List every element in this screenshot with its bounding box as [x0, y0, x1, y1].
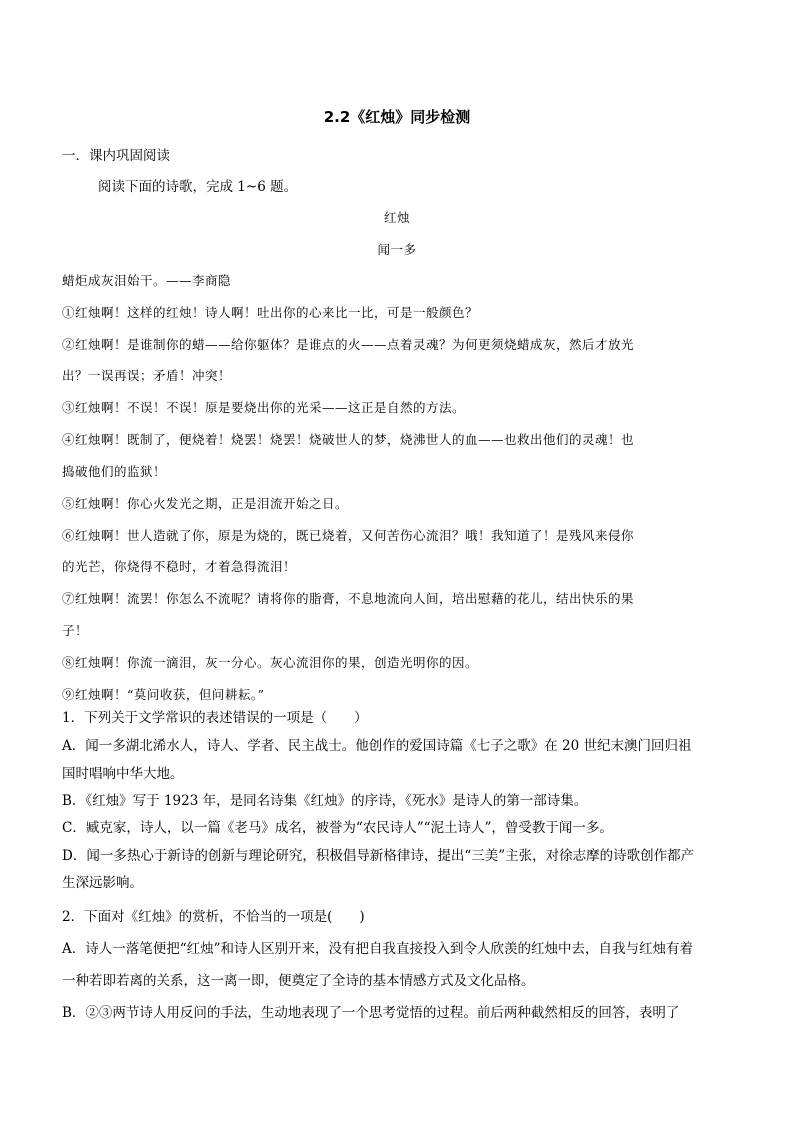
question-option: A．诗人一落笔便把“红烛”和诗人区别开来，没有把自我直接投入到令人欣羡的红烛中去，自我与红烛有着 [62, 941, 694, 957]
poem-title: 红烛 [383, 210, 410, 225]
poem-line: ①红烛啊！这样的红烛！诗人啊！吐出你的心来比一比，可是一般颜色？ [62, 305, 479, 320]
page-title: 2.2《红烛》同步检测 [323, 108, 471, 126]
poem-line: ⑥红烛啊！世人造就了你，原是为烧的，既已烧着，又何苦伤心流泪？哦！我知道了！是残风来侵你 [62, 528, 635, 543]
question-option: 国时唱响中华大地。 [62, 766, 184, 782]
section-heading: 一．课内巩固阅读 [62, 148, 170, 164]
question-option: 一种若即若离的关系，这一离一即，便奠定了全诗的基本情感方式及文化品格。 [62, 973, 535, 989]
poem-line: ③红烛啊！不误！不误！原是要烧出你的光采——这正是自然的方法。 [62, 400, 466, 415]
poem-line: 捣破他们的监狱！ [62, 464, 167, 479]
poem-line: ②红烛啊！是谁制你的蜡——给你躯体？是谁点的火——点着灵魂？为何更须烧蜡成灰，然后才放光 [62, 337, 635, 352]
question-option: B．《红烛》写于 1923 年，是同名诗集《红烛》的序诗，《死水》是诗人的第一部诗集。 [62, 793, 588, 809]
poem-line: ⑨红烛啊！“莫问收获，但问耕耘。” [62, 687, 265, 702]
poem-line: 出？一误再误；矛盾！冲突！ [62, 368, 232, 383]
question-option: 生深远影响。 [62, 875, 143, 891]
poem-epigraph: 蜡炬成灰泪始干。——李商隐 [62, 273, 232, 288]
poem-line: ⑤红烛啊！你心火发光之期，正是泪流开始之日。 [62, 496, 349, 511]
poem-author: 闻一多 [377, 242, 417, 257]
question-stem: 2．下面对《红烛》的赏析，不恰当的一项是( ) [62, 909, 365, 925]
question-option: C．臧克家，诗人，以一篇《老马》成名，被誉为“农民诗人”“泥土诗人”，曾受教于闻一多。 [62, 820, 613, 836]
question-option: B．②③两节诗人用反问的手法，生动地表现了一个思考觉悟的过程。前后两种截然相反的回答，表明了 [62, 1005, 680, 1021]
poem-line: 的光芒，你烧得不稳时，才着急得流泪！ [62, 559, 297, 574]
reading-instruction: 阅读下面的诗歌，完成 1~6 题。 [98, 179, 298, 195]
question-stem: 1．下列关于文学常识的表述错误的一项是（ ） [62, 710, 368, 726]
poem-line: ④红烛啊！既制了，便烧着！烧罢！烧罢！烧破世人的梦，烧沸世人的血——也救出他们的灵魂！也 [62, 432, 635, 447]
poem-line: ⑦红烛啊！流罢！你怎么不流呢？请将你的脂膏，不息地流向人间，培出慰藉的花儿，结出快乐的果 [62, 591, 635, 606]
question-option: A．闻一多湖北浠水人，诗人、学者、民主战士。他创作的爱国诗篇《七子之歌》在 20 世纪末澳门回归祖 [62, 738, 692, 754]
question-option: D．闻一多热心于新诗的创新与理论研究，积极倡导新格律诗，提出“三美”主张，对徐志摩的诗歌创作都产 [62, 848, 695, 864]
poem-line: 子！ [62, 623, 89, 638]
poem-line: ⑧红烛啊！你流一滴泪，灰一分心。灰心流泪你的果，创造光明你的因。 [62, 655, 479, 670]
